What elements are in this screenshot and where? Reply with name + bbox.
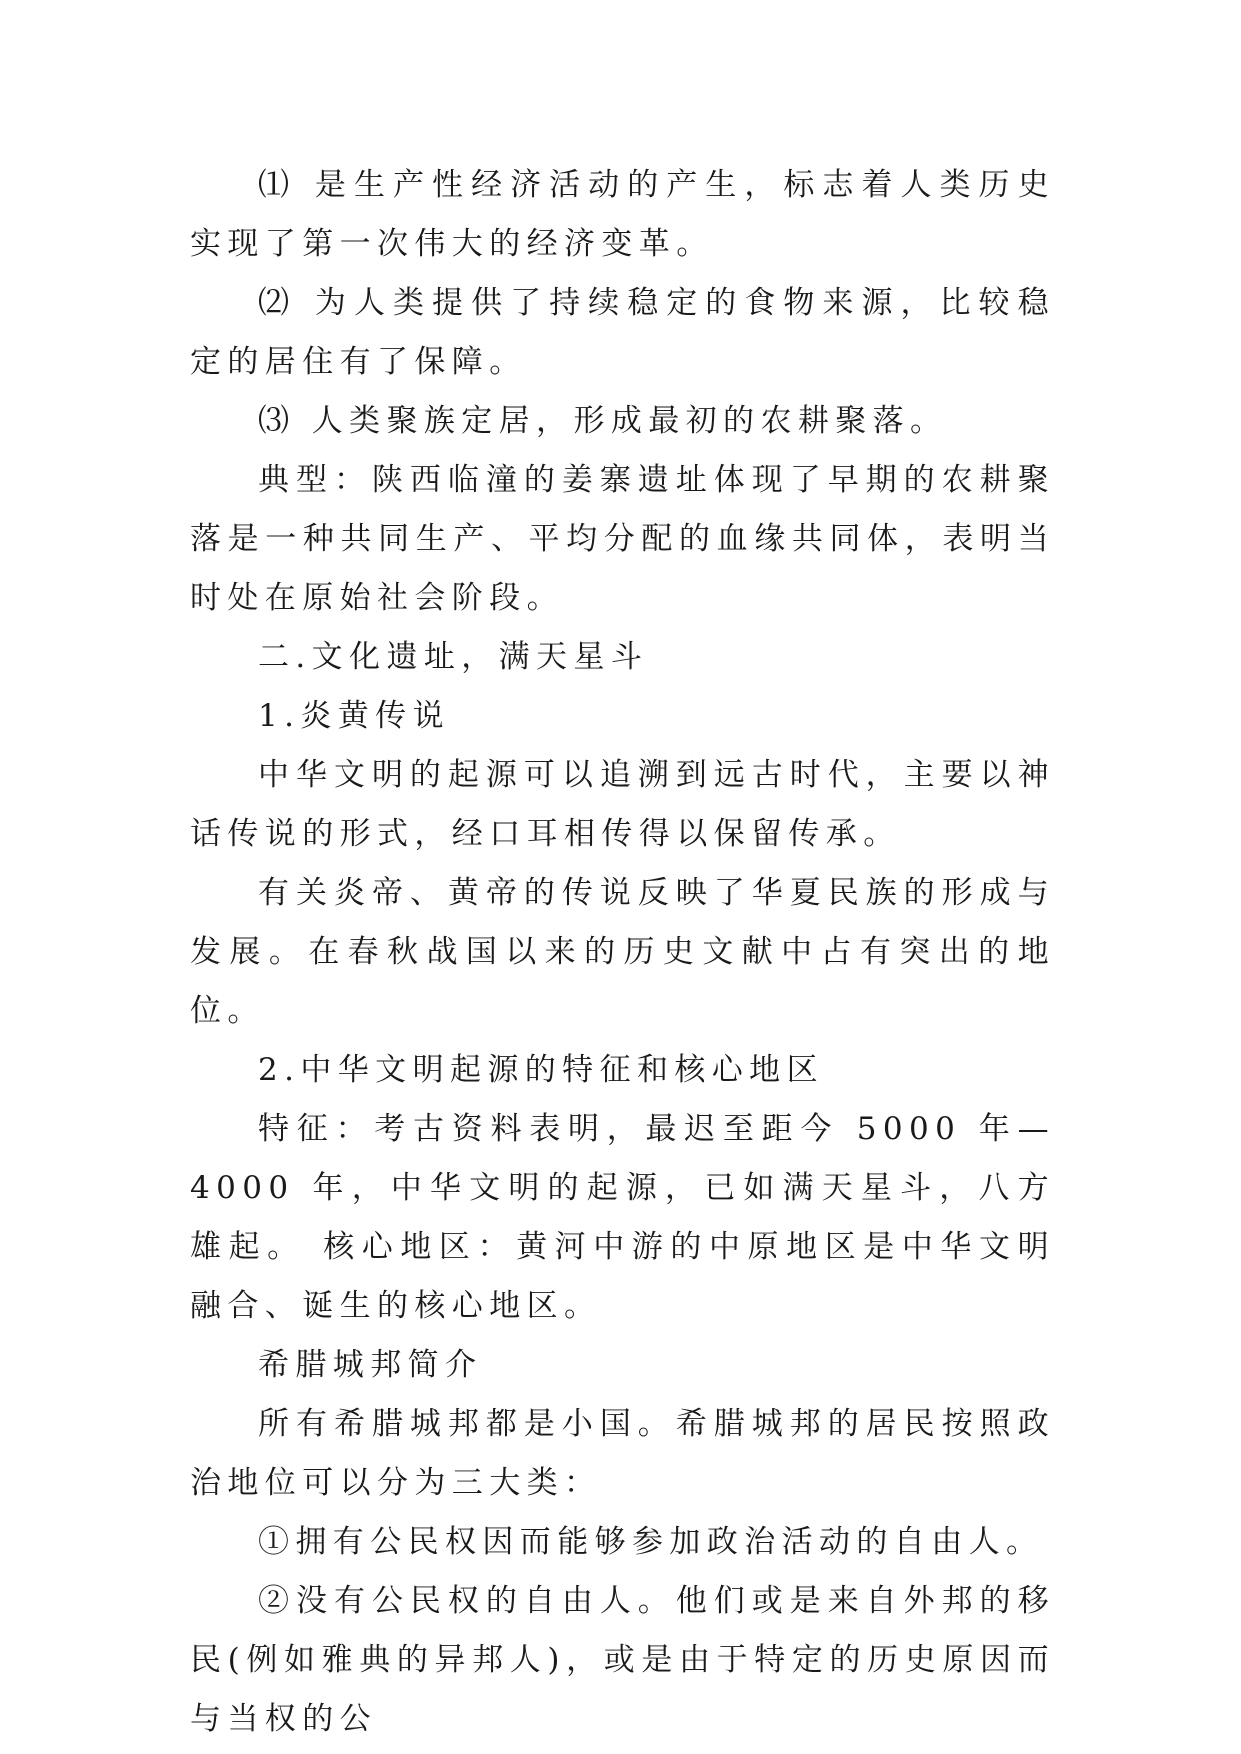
- paragraph-features-core-region: 特征：考古资料表明，最迟至距今 5000 年—4000 年，中华文明的起源，已如满天星斗，八方雄起。 核心地区：黄河中游的中原地区是中华文明融合、诞生的核心地区。: [190, 1111, 1055, 1324]
- section-heading-cultural-sites: 二.文化遗址，满天星斗: [258, 639, 649, 675]
- paragraph-city-state-residents: 所有希腊城邦都是小国。希腊城邦的居民按照政治地位可以分为三大类：: [190, 1406, 1055, 1501]
- subheading-civilization-features: 2.中华文明起源的特征和核心地区: [258, 1052, 824, 1088]
- paragraph-non-citizens: ②没有公民权的自由人。他们或是来自外邦的移民(例如雅典的异邦人)，或是由于特定的历史原因而与当权的公: [190, 1583, 1055, 1737]
- subheading-greek-city-states: 希腊城邦简介: [258, 1347, 483, 1383]
- paragraph-agriculture-point-2: ⑵ 为人类提供了持续稳定的食物来源，比较稳定的居住有了保障。: [190, 285, 1055, 380]
- paragraph-civilization-origin: 中华文明的起源可以追溯到远古时代，主要以神话传说的形式，经口耳相传得以保留传承。: [190, 757, 1055, 852]
- paragraph-agriculture-point-3: ⑶ 人类聚族定居，形成最初的农耕聚落。: [258, 403, 948, 439]
- paragraph-citizens: ①拥有公民权因而能够参加政治活动的自由人。: [258, 1524, 1044, 1560]
- paragraph-yandi-huangdi: 有关炎帝、黄帝的传说反映了华夏民族的形成与发展。在春秋战国以来的历史文献中占有突出的地位。: [190, 875, 1055, 1029]
- paragraph-jiangzhai-example: 典型：陕西临潼的姜寨遗址体现了早期的农耕聚落是一种共同生产、平均分配的血缘共同体，表明当时处在原始社会阶段。: [190, 462, 1055, 616]
- paragraph-agriculture-point-1: ⑴ 是生产性经济活动的产生，标志着人类历史实现了第一次伟大的经济变革。: [190, 167, 1055, 262]
- document-body: [190, 156, 1055, 1749]
- subheading-yanhuang-legend: 1.炎黄传说: [258, 698, 450, 734]
